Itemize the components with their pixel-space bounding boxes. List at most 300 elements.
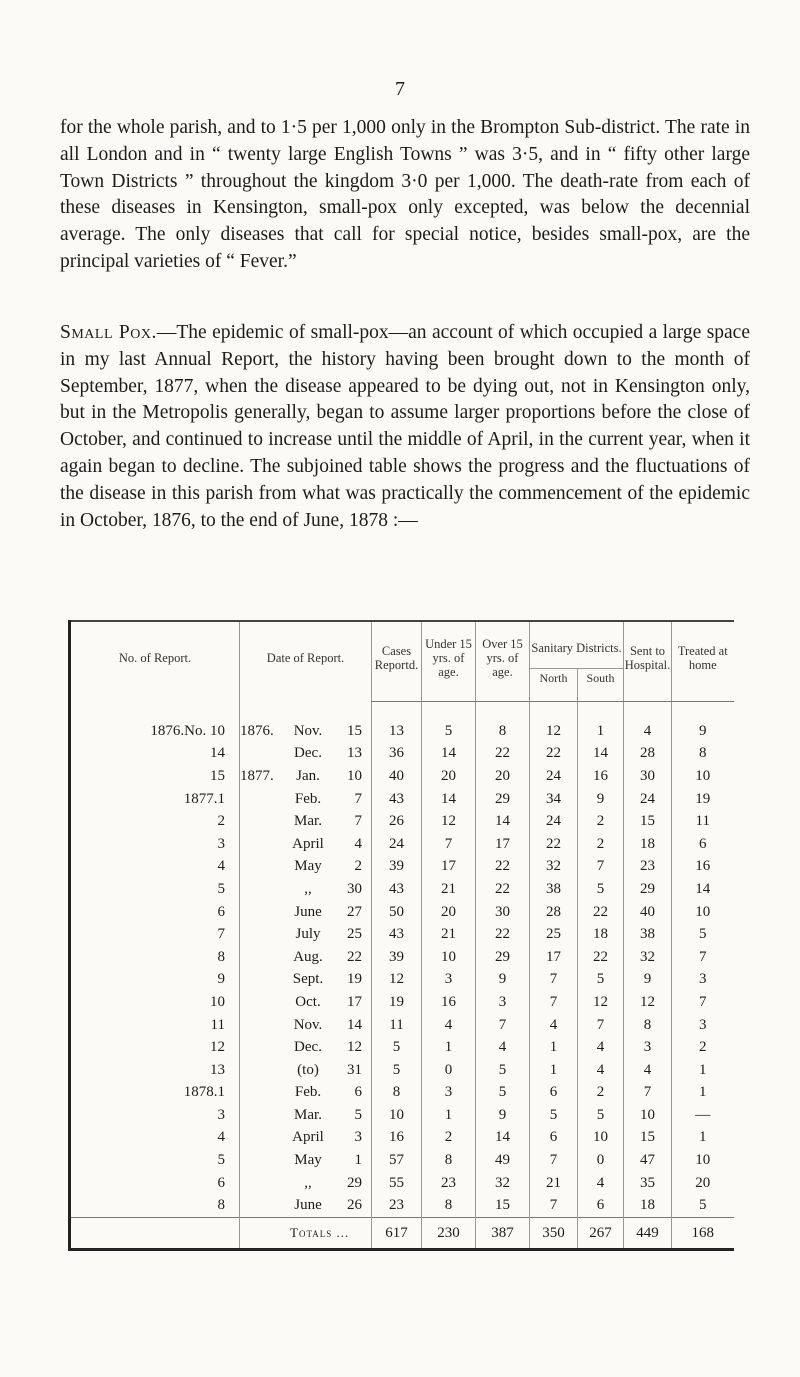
hospital-cell: 18 bbox=[624, 1194, 672, 1217]
home-cell: — bbox=[672, 1104, 734, 1127]
date-cell bbox=[240, 1082, 372, 1105]
report-cell bbox=[70, 1194, 240, 1217]
table-row bbox=[70, 991, 734, 1014]
header-home: Treated at home bbox=[672, 621, 734, 687]
report-number: 7 bbox=[217, 926, 225, 943]
total-cases: 617 bbox=[372, 1218, 422, 1250]
home-cell: 10 bbox=[672, 1149, 734, 1172]
header-south: South bbox=[578, 669, 624, 688]
cases-cell: 55 bbox=[372, 1172, 422, 1195]
table-row bbox=[70, 1082, 734, 1105]
report-cell bbox=[70, 1082, 240, 1105]
home-cell: 6 bbox=[672, 833, 734, 856]
date-month: ,, bbox=[304, 1174, 312, 1191]
home-cell: 1 bbox=[672, 1082, 734, 1105]
table-row bbox=[70, 1149, 734, 1172]
date-month: Aug. bbox=[293, 948, 323, 965]
cases-cell: 43 bbox=[372, 878, 422, 901]
under-15-cell: 20 bbox=[422, 901, 476, 924]
report-cell bbox=[70, 1014, 240, 1037]
south-cell: 22 bbox=[578, 946, 624, 969]
hospital-cell: 4 bbox=[624, 1059, 672, 1082]
under-15-cell: 2 bbox=[422, 1127, 476, 1150]
date-cell bbox=[240, 743, 372, 766]
cases-cell: 39 bbox=[372, 946, 422, 969]
under-15-cell: 0 bbox=[422, 1059, 476, 1082]
over-15-cell: 8 bbox=[476, 720, 530, 743]
hospital-cell: 24 bbox=[624, 788, 672, 811]
north-cell: 7 bbox=[530, 969, 578, 992]
date-day: 4 bbox=[354, 835, 362, 852]
home-cell: 10 bbox=[672, 901, 734, 924]
table-row bbox=[70, 856, 734, 879]
date-cell bbox=[240, 991, 372, 1014]
over-15-cell: 3 bbox=[476, 991, 530, 1014]
over-15-cell: 7 bbox=[476, 1014, 530, 1037]
south-cell: 5 bbox=[578, 969, 624, 992]
home-cell: 7 bbox=[672, 946, 734, 969]
hospital-cell: 15 bbox=[624, 810, 672, 833]
date-year: 1877. bbox=[240, 767, 274, 784]
table-row bbox=[70, 1104, 734, 1127]
report-number: 11 bbox=[210, 1016, 225, 1033]
under-15-cell: 7 bbox=[422, 833, 476, 856]
north-cell: 17 bbox=[530, 946, 578, 969]
over-15-cell: 9 bbox=[476, 1104, 530, 1127]
total-north: 350 bbox=[530, 1218, 578, 1250]
report-number: 14 bbox=[210, 745, 225, 762]
date-month: Nov. bbox=[293, 1016, 323, 1033]
south-cell: 6 bbox=[578, 1194, 624, 1217]
north-cell: 24 bbox=[530, 765, 578, 788]
date-day: 7 bbox=[354, 790, 362, 807]
hospital-cell: 35 bbox=[624, 1172, 672, 1195]
south-cell: 5 bbox=[578, 1104, 624, 1127]
table-row bbox=[70, 1127, 734, 1150]
home-cell: 8 bbox=[672, 743, 734, 766]
hospital-cell: 29 bbox=[624, 878, 672, 901]
report-cell bbox=[70, 788, 240, 811]
north-cell: 12 bbox=[530, 720, 578, 743]
under-15-cell: 17 bbox=[422, 856, 476, 879]
header-sanitary-districts: Sanitary Districts. bbox=[530, 621, 624, 669]
report-number: 4 bbox=[217, 1129, 225, 1146]
report-number: 1 bbox=[217, 790, 225, 807]
total-over-15: 387 bbox=[476, 1218, 530, 1250]
south-cell: 7 bbox=[578, 856, 624, 879]
south-cell: 18 bbox=[578, 923, 624, 946]
report-cell bbox=[70, 878, 240, 901]
report-cell bbox=[70, 1036, 240, 1059]
report-number: 8 bbox=[217, 948, 225, 965]
hospital-cell: 15 bbox=[624, 1127, 672, 1150]
home-cell: 3 bbox=[672, 969, 734, 992]
date-day: 2 bbox=[354, 858, 362, 875]
table-row bbox=[70, 1036, 734, 1059]
date-month: May bbox=[294, 1152, 322, 1169]
total-home: 168 bbox=[672, 1218, 734, 1250]
hospital-cell: 18 bbox=[624, 833, 672, 856]
south-cell: 2 bbox=[578, 833, 624, 856]
home-cell: 11 bbox=[672, 810, 734, 833]
table-body bbox=[70, 720, 734, 1218]
date-cell bbox=[240, 901, 372, 924]
table-row bbox=[70, 833, 734, 856]
date-cell bbox=[240, 765, 372, 788]
date-day: 19 bbox=[347, 971, 362, 988]
hospital-cell: 3 bbox=[624, 1036, 672, 1059]
cases-cell: 50 bbox=[372, 901, 422, 924]
date-day: 3 bbox=[354, 1129, 362, 1146]
home-cell: 14 bbox=[672, 878, 734, 901]
date-month: Dec. bbox=[294, 1039, 322, 1056]
date-month: June bbox=[294, 1197, 322, 1214]
table-row bbox=[70, 788, 734, 811]
report-cell bbox=[70, 991, 240, 1014]
date-day: 6 bbox=[354, 1084, 362, 1101]
table-row bbox=[70, 1194, 734, 1217]
hospital-cell: 40 bbox=[624, 901, 672, 924]
date-cell bbox=[240, 1014, 372, 1037]
table-row bbox=[70, 765, 734, 788]
report-cell bbox=[70, 1172, 240, 1195]
table-row bbox=[70, 1172, 734, 1195]
date-cell bbox=[240, 1149, 372, 1172]
cases-cell: 24 bbox=[372, 833, 422, 856]
report-number: 12 bbox=[210, 1039, 225, 1056]
paragraph-2 bbox=[60, 320, 750, 534]
date-cell bbox=[240, 833, 372, 856]
date-day: 30 bbox=[347, 880, 362, 897]
date-cell bbox=[240, 1036, 372, 1059]
report-number: 6 bbox=[217, 903, 225, 920]
report-cell bbox=[70, 1059, 240, 1082]
home-cell: 1 bbox=[672, 1059, 734, 1082]
report-number: 5 bbox=[217, 1152, 225, 1169]
over-15-cell: 20 bbox=[476, 765, 530, 788]
north-cell: 34 bbox=[530, 788, 578, 811]
report-number: 2 bbox=[217, 813, 225, 830]
report-cell bbox=[70, 765, 240, 788]
cases-cell: 12 bbox=[372, 969, 422, 992]
south-cell: 5 bbox=[578, 878, 624, 901]
date-month: ,, bbox=[304, 880, 312, 897]
report-cell bbox=[70, 1127, 240, 1150]
hospital-cell: 9 bbox=[624, 969, 672, 992]
home-cell: 1 bbox=[672, 1127, 734, 1150]
over-15-cell: 22 bbox=[476, 743, 530, 766]
totals-label: Totals ... bbox=[240, 1218, 372, 1250]
table-row bbox=[70, 969, 734, 992]
hospital-cell: 4 bbox=[624, 720, 672, 743]
report-number: 13 bbox=[210, 1061, 225, 1078]
date-day: 25 bbox=[347, 926, 362, 943]
over-15-cell: 5 bbox=[476, 1082, 530, 1105]
paragraph-2-body: —The epidemic of small-pox—an account of which occupied a large space in my last Annual Report, the history having been brought down to the month of September, 1877, when the disease appeared to be dying out, not in Kensington only, but in the Metropolis generally, began to assume larger proportions before the close of October, and continued to increase until the middle of April, in the current year, when it again began to decline. The subjoined table shows the progress and the fluctuations of the disease in this parish from what was practically the commencement of the epidemic in October, 1876, to the end of June, 1878 :— bbox=[60, 322, 750, 531]
total-hospital: 449 bbox=[624, 1218, 672, 1250]
date-cell bbox=[240, 1127, 372, 1150]
hospital-cell: 8 bbox=[624, 1014, 672, 1037]
over-15-cell: 49 bbox=[476, 1149, 530, 1172]
north-cell: 22 bbox=[530, 833, 578, 856]
under-15-cell: 3 bbox=[422, 1082, 476, 1105]
over-15-cell: 32 bbox=[476, 1172, 530, 1195]
date-month: May bbox=[294, 858, 322, 875]
hospital-cell: 12 bbox=[624, 991, 672, 1014]
report-number: 9 bbox=[217, 971, 225, 988]
header-cases: Cases Reportd. bbox=[372, 621, 422, 687]
under-15-cell: 3 bbox=[422, 969, 476, 992]
date-day: 14 bbox=[347, 1016, 362, 1033]
home-cell: 7 bbox=[672, 991, 734, 1014]
date-month: Mar. bbox=[294, 1106, 322, 1123]
cases-cell: 19 bbox=[372, 991, 422, 1014]
header-north: North bbox=[530, 669, 578, 688]
header-hospital: Sent to Hospital. bbox=[624, 621, 672, 687]
table-row bbox=[70, 720, 734, 743]
date-month: Dec. bbox=[294, 745, 322, 762]
over-15-cell: 4 bbox=[476, 1036, 530, 1059]
date-day: 5 bbox=[354, 1106, 362, 1123]
cases-cell: 39 bbox=[372, 856, 422, 879]
date-cell bbox=[240, 788, 372, 811]
date-day: 26 bbox=[347, 1197, 362, 1214]
date-month: June bbox=[294, 903, 322, 920]
report-number: 4 bbox=[217, 858, 225, 875]
south-cell: 22 bbox=[578, 901, 624, 924]
report-number: 3 bbox=[217, 835, 225, 852]
date-cell bbox=[240, 1104, 372, 1127]
date-month: Feb. bbox=[294, 1084, 322, 1101]
south-cell: 2 bbox=[578, 810, 624, 833]
table-row bbox=[70, 878, 734, 901]
under-15-cell: 23 bbox=[422, 1172, 476, 1195]
cases-cell: 13 bbox=[372, 720, 422, 743]
date-cell bbox=[240, 856, 372, 879]
home-cell: 19 bbox=[672, 788, 734, 811]
date-day: 15 bbox=[347, 722, 362, 739]
home-cell: 5 bbox=[672, 923, 734, 946]
over-15-cell: 30 bbox=[476, 901, 530, 924]
over-15-cell: 14 bbox=[476, 1127, 530, 1150]
over-15-cell: 9 bbox=[476, 969, 530, 992]
date-month: April bbox=[292, 1129, 324, 1146]
header-under-15: Under 15 yrs. of age. bbox=[422, 621, 476, 687]
report-number: 10 bbox=[210, 993, 225, 1010]
cases-cell: 26 bbox=[372, 810, 422, 833]
home-cell: 16 bbox=[672, 856, 734, 879]
north-cell: 6 bbox=[530, 1127, 578, 1150]
cases-cell: 43 bbox=[372, 923, 422, 946]
date-year: 1876. bbox=[240, 722, 274, 739]
date-month: (to) bbox=[297, 1061, 319, 1078]
total-south: 267 bbox=[578, 1218, 624, 1250]
report-cell bbox=[70, 1104, 240, 1127]
under-15-cell: 14 bbox=[422, 743, 476, 766]
north-cell: 25 bbox=[530, 923, 578, 946]
hospital-cell: 47 bbox=[624, 1149, 672, 1172]
report-number: 8 bbox=[217, 1197, 225, 1214]
report-number: 6 bbox=[217, 1174, 225, 1191]
date-month: July bbox=[295, 926, 321, 943]
cases-cell: 36 bbox=[372, 743, 422, 766]
hospital-cell: 28 bbox=[624, 743, 672, 766]
date-month: Feb. bbox=[294, 790, 322, 807]
paragraph-1: for the whole parish, and to 1·5 per 1,000 only in the Brompton Sub-district. The rate in all London and in “ twenty large English Towns ” was 3·5, and in “ fifty other large Town Districts ” throughout the kingdom 3·0 per 1,000. The death-rate from each of these diseases in Kensington, small-pox only excepted, was below the decennial average. The only diseases that call for special notice, besides small-pox, are the principal varieties of “ Fever.” bbox=[60, 117, 750, 272]
date-month: Nov. bbox=[293, 722, 323, 739]
report-number: 3 bbox=[217, 1106, 225, 1123]
small-pox-heading: Small Pox. bbox=[60, 322, 157, 343]
report-cell bbox=[70, 720, 240, 743]
hospital-cell: 30 bbox=[624, 765, 672, 788]
cases-cell: 43 bbox=[372, 788, 422, 811]
table-row bbox=[70, 1059, 734, 1082]
hospital-cell: 38 bbox=[624, 923, 672, 946]
north-cell: 5 bbox=[530, 1104, 578, 1127]
home-cell: 9 bbox=[672, 720, 734, 743]
cases-cell: 16 bbox=[372, 1127, 422, 1150]
date-day: 12 bbox=[347, 1039, 362, 1056]
south-cell: 10 bbox=[578, 1127, 624, 1150]
report-cell bbox=[70, 833, 240, 856]
cases-cell: 5 bbox=[372, 1059, 422, 1082]
date-cell bbox=[240, 969, 372, 992]
south-cell: 14 bbox=[578, 743, 624, 766]
under-15-cell: 1 bbox=[422, 1104, 476, 1127]
north-cell: 7 bbox=[530, 1194, 578, 1217]
south-cell: 12 bbox=[578, 991, 624, 1014]
cases-cell: 40 bbox=[372, 765, 422, 788]
under-15-cell: 21 bbox=[422, 878, 476, 901]
report-cell bbox=[70, 901, 240, 924]
date-cell bbox=[240, 1172, 372, 1195]
date-day: 31 bbox=[347, 1061, 362, 1078]
under-15-cell: 4 bbox=[422, 1014, 476, 1037]
north-cell: 7 bbox=[530, 991, 578, 1014]
cases-cell: 23 bbox=[372, 1194, 422, 1217]
cases-cell: 5 bbox=[372, 1036, 422, 1059]
report-cell bbox=[70, 946, 240, 969]
header-report-no: No. of Report. bbox=[118, 650, 192, 665]
under-15-cell: 16 bbox=[422, 991, 476, 1014]
date-month: April bbox=[292, 835, 324, 852]
over-15-cell: 14 bbox=[476, 810, 530, 833]
south-cell: 4 bbox=[578, 1172, 624, 1195]
table-row bbox=[70, 946, 734, 969]
under-15-cell: 20 bbox=[422, 765, 476, 788]
date-day: 17 bbox=[347, 993, 362, 1010]
north-cell: 4 bbox=[530, 1014, 578, 1037]
table-row bbox=[70, 901, 734, 924]
date-day: 13 bbox=[347, 745, 362, 762]
page-number: 7 bbox=[395, 78, 405, 100]
date-day: 29 bbox=[347, 1174, 362, 1191]
date-cell bbox=[240, 878, 372, 901]
under-15-cell: 10 bbox=[422, 946, 476, 969]
under-15-cell: 12 bbox=[422, 810, 476, 833]
date-day: 7 bbox=[354, 813, 362, 830]
date-cell bbox=[240, 720, 372, 743]
under-15-cell: 21 bbox=[422, 923, 476, 946]
north-cell: 22 bbox=[530, 743, 578, 766]
under-15-cell: 8 bbox=[422, 1149, 476, 1172]
date-cell bbox=[240, 810, 372, 833]
report-cell bbox=[70, 969, 240, 992]
under-15-cell: 14 bbox=[422, 788, 476, 811]
home-cell: 10 bbox=[672, 765, 734, 788]
report-year: 1877. bbox=[183, 790, 218, 807]
table-row bbox=[70, 1014, 734, 1037]
south-cell: 0 bbox=[578, 1149, 624, 1172]
table-row bbox=[70, 810, 734, 833]
under-15-cell: 5 bbox=[422, 720, 476, 743]
date-month: Sept. bbox=[292, 971, 324, 988]
report-cell bbox=[70, 856, 240, 879]
table-row bbox=[70, 923, 734, 946]
report-year: 1876. bbox=[150, 722, 185, 739]
total-under-15: 230 bbox=[422, 1218, 476, 1250]
cases-cell: 57 bbox=[372, 1149, 422, 1172]
north-cell: 32 bbox=[530, 856, 578, 879]
report-cell bbox=[70, 923, 240, 946]
north-cell: 1 bbox=[530, 1059, 578, 1082]
date-month: Jan. bbox=[296, 767, 320, 784]
over-15-cell: 22 bbox=[476, 923, 530, 946]
report-number: 1 bbox=[217, 1084, 225, 1101]
home-cell: 20 bbox=[672, 1172, 734, 1195]
home-cell: 5 bbox=[672, 1194, 734, 1217]
over-15-cell: 22 bbox=[476, 856, 530, 879]
south-cell: 16 bbox=[578, 765, 624, 788]
home-cell: 2 bbox=[672, 1036, 734, 1059]
over-15-cell: 5 bbox=[476, 1059, 530, 1082]
north-cell: 1 bbox=[530, 1036, 578, 1059]
date-day: 10 bbox=[347, 767, 362, 784]
south-cell: 1 bbox=[578, 720, 624, 743]
totals-row bbox=[70, 1218, 734, 1250]
date-day: 27 bbox=[347, 903, 362, 920]
north-cell: 38 bbox=[530, 878, 578, 901]
south-cell: 4 bbox=[578, 1036, 624, 1059]
under-15-cell: 8 bbox=[422, 1194, 476, 1217]
over-15-cell: 29 bbox=[476, 788, 530, 811]
over-15-cell: 29 bbox=[476, 946, 530, 969]
hospital-cell: 32 bbox=[624, 946, 672, 969]
date-cell bbox=[240, 923, 372, 946]
hospital-cell: 7 bbox=[624, 1082, 672, 1105]
header-date: Date of Report. bbox=[240, 621, 372, 687]
hospital-cell: 10 bbox=[624, 1104, 672, 1127]
south-cell: 2 bbox=[578, 1082, 624, 1105]
date-cell bbox=[240, 1194, 372, 1217]
small-pox-table bbox=[68, 620, 734, 1251]
north-cell: 28 bbox=[530, 901, 578, 924]
report-number: 15 bbox=[210, 767, 225, 784]
over-15-cell: 17 bbox=[476, 833, 530, 856]
date-cell bbox=[240, 1059, 372, 1082]
south-cell: 9 bbox=[578, 788, 624, 811]
report-cell bbox=[70, 743, 240, 766]
table-row bbox=[70, 743, 734, 766]
under-15-cell: 1 bbox=[422, 1036, 476, 1059]
south-cell: 4 bbox=[578, 1059, 624, 1082]
report-number: 5 bbox=[217, 880, 225, 897]
report-cell bbox=[70, 810, 240, 833]
cases-cell: 10 bbox=[372, 1104, 422, 1127]
hospital-cell: 23 bbox=[624, 856, 672, 879]
header-over-15: Over 15 yrs. of age. bbox=[476, 621, 530, 687]
over-15-cell: 15 bbox=[476, 1194, 530, 1217]
